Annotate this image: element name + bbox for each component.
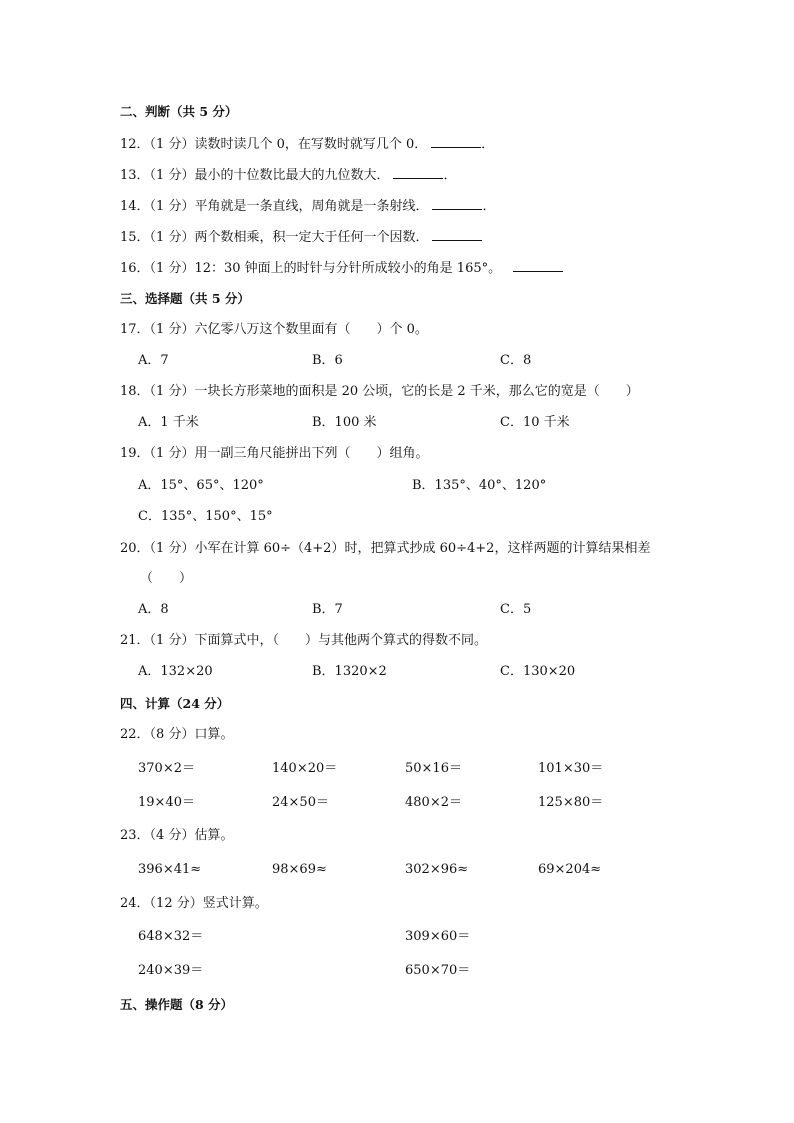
option-c[interactable]: C．135°、150°、15°: [138, 509, 273, 524]
question-text: 13．（1 分）最小的十位数比最大的九位数大．: [120, 168, 390, 183]
estimate-item: 396×41≈: [138, 862, 202, 877]
option-b[interactable]: B．135°、40°、120°: [412, 478, 547, 493]
option-c[interactable]: C．8: [500, 353, 532, 368]
question-12: [120, 135, 494, 154]
vertical-calc-item: 650×70＝: [405, 963, 471, 978]
answer-blank[interactable]: [432, 228, 482, 241]
option-c[interactable]: C．5: [500, 602, 532, 617]
question-17-stem: 17．（1 分）六亿零八万这个数里面有（ ）个 0。: [120, 322, 428, 337]
oral-calc-item: 480×2＝: [405, 795, 462, 810]
question-22-stem: 22．（8 分）口算。: [120, 727, 234, 742]
answer-paren[interactable]: （ ）: [140, 571, 193, 586]
question-13: [120, 166, 456, 185]
vertical-calc-item: 648×32＝: [138, 929, 204, 944]
answer-blank[interactable]: [513, 259, 563, 272]
answer-blank[interactable]: [431, 135, 481, 148]
question-20-stem: 20．（1 分）小军在计算 60÷（4+2）时，把算式抄成 60÷4+2，这样两题的计算结果相差: [120, 541, 651, 556]
vertical-calc-item: 309×60＝: [405, 929, 471, 944]
option-a[interactable]: A．1 千米: [138, 415, 199, 430]
option-a[interactable]: A．15°、65°、120°: [138, 478, 264, 493]
question-21-stem: 21．（1 分）下面算式中，（ ）与其他两个算式的得数不同。: [120, 633, 487, 648]
oral-calc-item: 50×16＝: [405, 761, 462, 776]
section-heading-calc: 四、计算（24 分）: [120, 696, 230, 711]
oral-calc-item: 24×50＝: [272, 795, 329, 810]
section-heading-choice: 三、选择题（共 5 分）: [120, 291, 250, 306]
question-text: 15．（1 分）两个数相乘，积一定大于任何一个因数．: [120, 230, 429, 245]
option-c[interactable]: C．10 千米: [500, 415, 570, 430]
question-tail: ．: [443, 168, 457, 183]
question-19-stem: 19．（1 分）用一副三角尺能拼出下列（ ）组角。: [120, 446, 429, 461]
section-heading-operate: 五、操作题（8 分）: [120, 997, 234, 1012]
oral-calc-item: 19×40＝: [138, 795, 195, 810]
question-14: [120, 197, 495, 216]
option-a[interactable]: A．8: [138, 602, 169, 617]
question-24-stem: 24．（12 分）竖式计算。: [120, 896, 268, 911]
question-text: 16．（1 分）12：30 钟面上的时针与分针所成较小的角是 165°。: [120, 261, 502, 276]
oral-calc-item: 101×30＝: [538, 761, 604, 776]
question-18-stem: 18．（1 分）一块长方形菜地的面积是 20 公顷，它的长是 2 千米，那么它的宽是（ ）: [120, 384, 639, 399]
question-23-stem: 23．（4 分）估算。: [120, 828, 234, 843]
option-a[interactable]: A．7: [138, 353, 169, 368]
vertical-calc-item: 240×39＝: [138, 963, 204, 978]
question-tail: ．: [482, 199, 496, 214]
option-a[interactable]: A．132×20: [138, 664, 213, 679]
option-b[interactable]: B．1320×2: [312, 664, 387, 679]
question-16: [120, 259, 563, 278]
oral-calc-item: 125×80＝: [538, 795, 604, 810]
estimate-item: 69×204≈: [538, 862, 602, 877]
option-b[interactable]: B．6: [312, 353, 343, 368]
question-tail: ．: [481, 137, 495, 152]
question-15: [120, 228, 482, 247]
section-heading-judge: 二、判断（共 5 分）: [120, 104, 238, 119]
question-text: 14．（1 分）平角就是一条直线，周角就是一条射线．: [120, 199, 429, 214]
estimate-item: 98×69≈: [272, 862, 327, 877]
option-c[interactable]: C．130×20: [500, 664, 576, 679]
option-b[interactable]: B．7: [312, 602, 343, 617]
question-text: 12．（1 分）读数时读几个 0，在写数时就写几个 0．: [120, 137, 428, 152]
option-b[interactable]: B．100 米: [312, 415, 377, 430]
answer-blank[interactable]: [432, 197, 482, 210]
oral-calc-item: 140×20＝: [272, 761, 338, 776]
oral-calc-item: 370×2＝: [138, 761, 195, 776]
estimate-item: 302×96≈: [405, 862, 469, 877]
answer-blank[interactable]: [393, 166, 443, 179]
